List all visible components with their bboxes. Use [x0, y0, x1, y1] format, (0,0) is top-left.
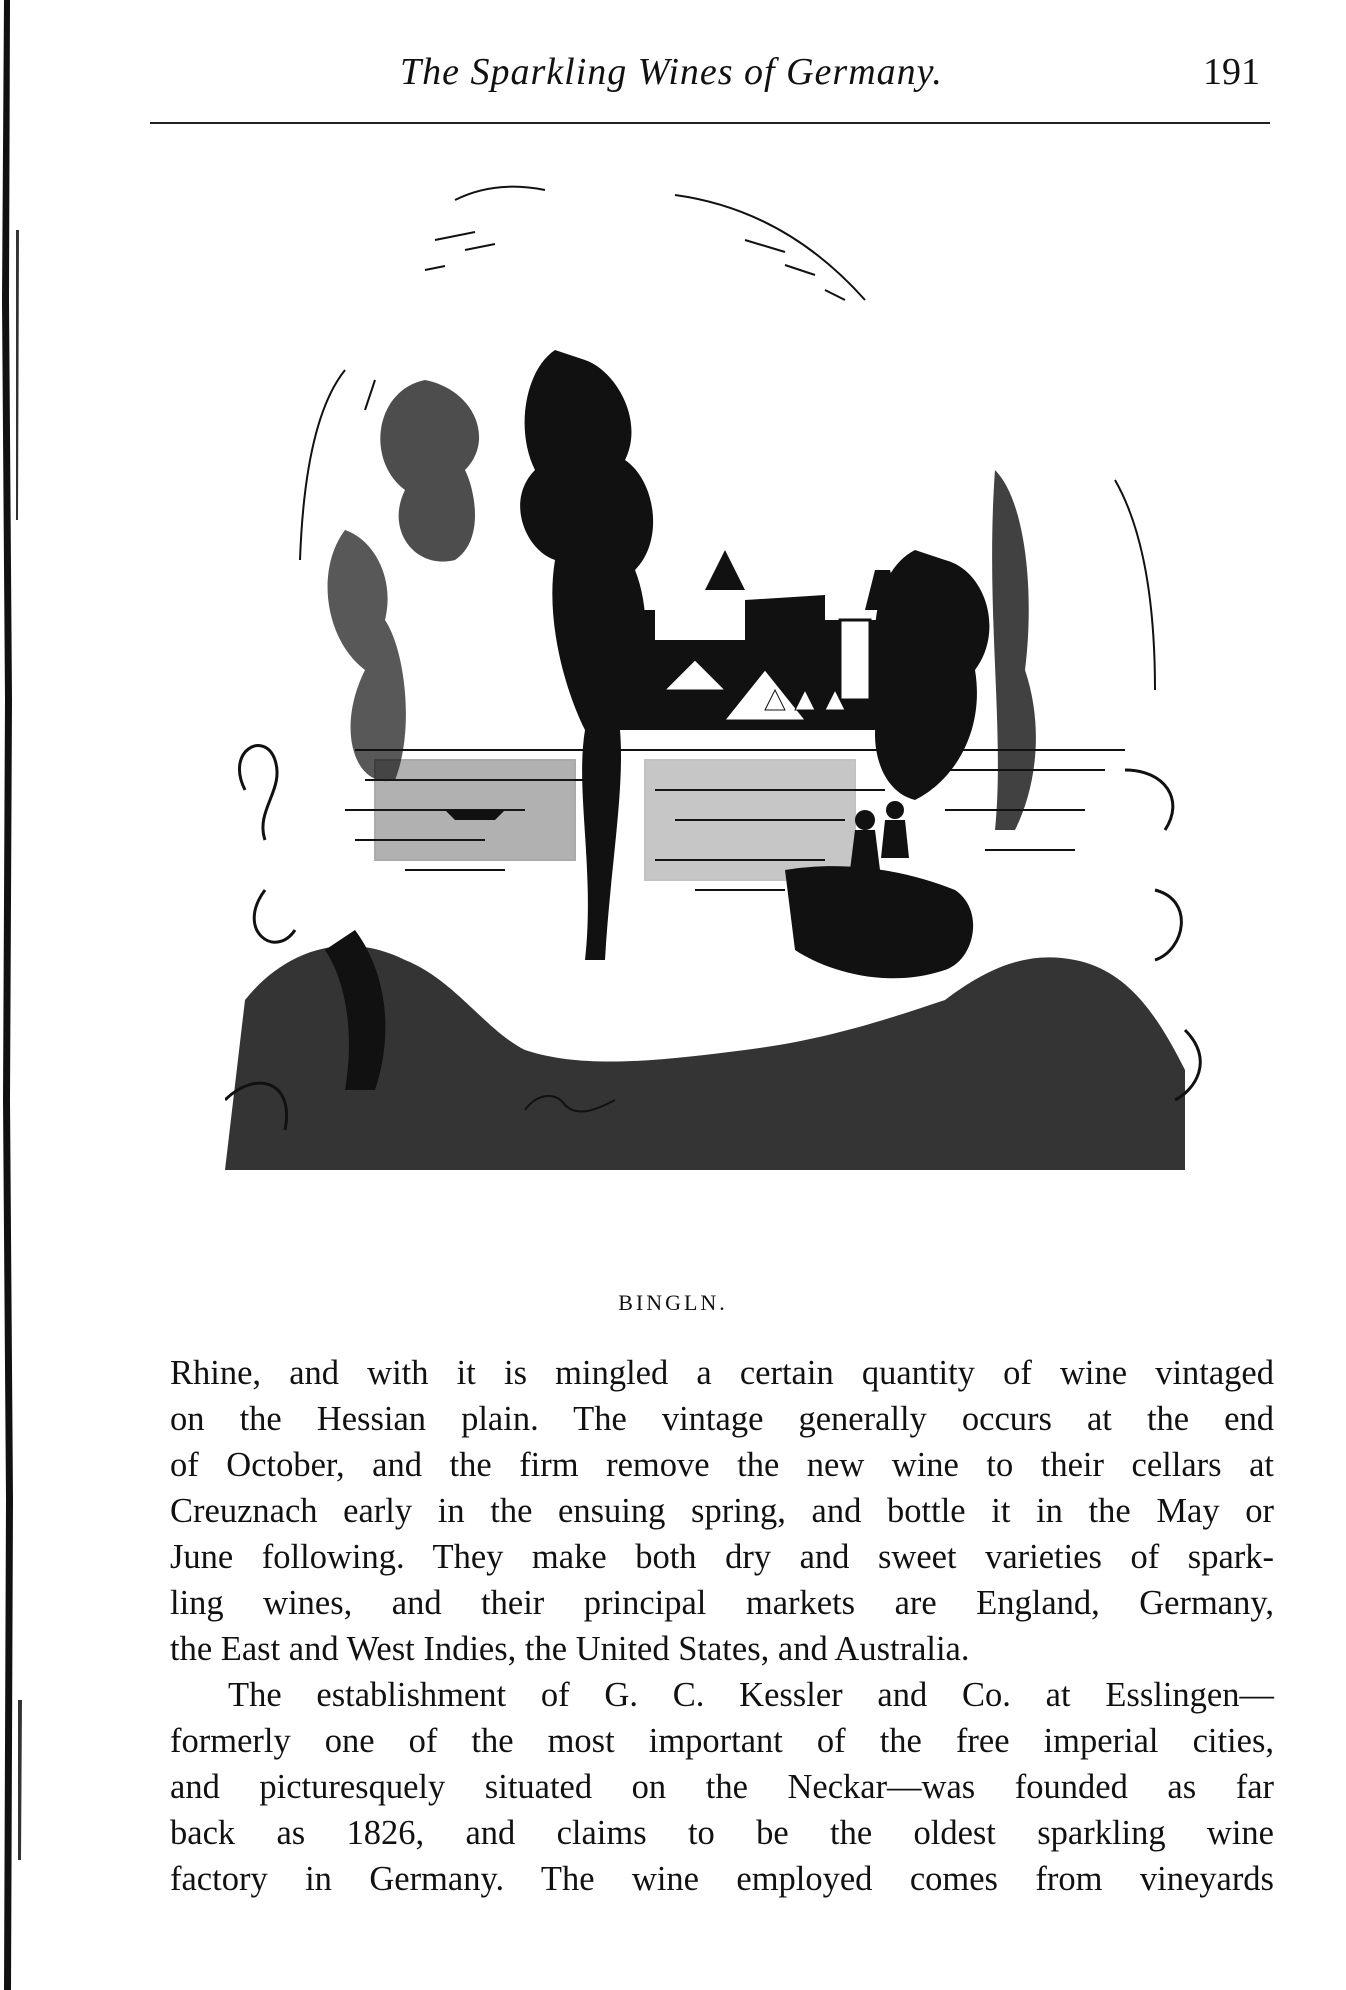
text-line: factory in Germany. The wine employed comes from vineyards — [170, 1860, 1274, 1898]
paragraph-first-line: The establishment of G. C. Kessler and Co. at Esslingen— — [228, 1676, 1274, 1714]
illustration-caption: BINGLN. — [618, 1290, 728, 1315]
page-edge-shadow — [0, 0, 30, 1990]
text-line: and picturesquely situated on the Neckar—was founded as far — [170, 1768, 1274, 1806]
bingen-engraving — [225, 170, 1225, 1300]
text-line: of October, and the firm remove the new wine to their cellars at — [170, 1446, 1274, 1484]
text-line: ling wines, and their principal markets are England, Germany, — [170, 1584, 1274, 1622]
text-line: the East and West Indies, the United States, and Australia. — [170, 1630, 970, 1668]
running-title: The Sparkling Wines of Germany. — [400, 51, 943, 93]
header-rule — [150, 122, 1270, 124]
page-number: 191 — [1203, 51, 1260, 93]
text-line: back as 1826, and claims to be the oldest sparkling wine — [170, 1814, 1274, 1852]
page-header — [150, 50, 1270, 110]
text-line: June following. They make both dry and sweet varieties of spark- — [170, 1538, 1274, 1576]
text-line: formerly one of the most important of the free imperial cities, — [170, 1722, 1274, 1760]
text-line: Creuznach early in the ensuing spring, and bottle it in the May or — [170, 1492, 1274, 1530]
text-line: on the Hessian plain. The vintage generally occurs at the end — [170, 1400, 1274, 1438]
body-text — [170, 1350, 1274, 1902]
text-line: Rhine, and with it is mingled a certain quantity of wine vintaged — [170, 1354, 1274, 1392]
